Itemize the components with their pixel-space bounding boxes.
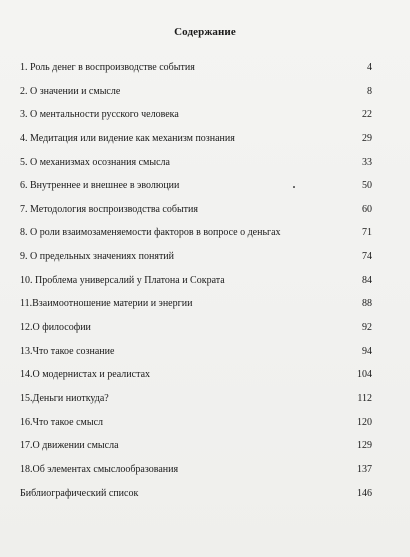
toc-entry bbox=[0, 227, 410, 251]
toc-entry-page: 33 bbox=[362, 156, 372, 168]
toc-entry-page: 74 bbox=[362, 251, 372, 263]
toc-entry-page: 94 bbox=[362, 345, 372, 357]
table-of-contents bbox=[0, 62, 410, 511]
toc-entry bbox=[0, 346, 410, 370]
toc-entry bbox=[0, 322, 410, 346]
toc-entry-page: 120 bbox=[357, 416, 372, 428]
toc-entry-title: 14.О модернистах и реалистах bbox=[20, 369, 151, 381]
paper-speck bbox=[293, 186, 295, 188]
toc-entry bbox=[0, 62, 410, 86]
toc-entry-title: Библиографический список bbox=[20, 487, 139, 499]
toc-entry bbox=[0, 275, 410, 299]
toc-entry bbox=[0, 369, 410, 393]
toc-entry bbox=[0, 133, 410, 157]
toc-entry bbox=[0, 298, 410, 322]
toc-entry-page: 60 bbox=[362, 203, 372, 215]
toc-entry bbox=[0, 488, 410, 512]
toc-entry-page: 129 bbox=[357, 440, 372, 452]
toc-entry-page: 71 bbox=[362, 227, 372, 239]
toc-entry bbox=[0, 464, 410, 488]
toc-entry-page: 137 bbox=[357, 463, 372, 475]
toc-entry-page: 88 bbox=[362, 298, 372, 310]
toc-entry bbox=[0, 109, 410, 133]
toc-entry-title: 8. О роли взаимозаменяемости факторов в вопросе о деньгах bbox=[20, 227, 281, 239]
toc-entry-page: 4 bbox=[367, 62, 372, 73]
toc-entry-title: 5. О механизмах осознания смысла bbox=[20, 156, 170, 168]
toc-entry-title: 17.О движении смысла bbox=[20, 440, 119, 452]
toc-entry-page: 22 bbox=[362, 109, 372, 121]
toc-entry-page: 112 bbox=[357, 392, 372, 404]
toc-entry bbox=[0, 157, 410, 181]
toc-entry bbox=[0, 86, 410, 110]
toc-entry-page: 146 bbox=[357, 487, 372, 499]
toc-entry bbox=[0, 204, 410, 228]
toc-entry-title: 2. О значении и смысле bbox=[20, 85, 121, 97]
toc-entry-page: 92 bbox=[362, 322, 372, 334]
toc-entry-title: 16.Что такое смысл bbox=[20, 416, 103, 428]
toc-entry-title: 12.О философии bbox=[20, 322, 91, 334]
toc-entry-title: 6. Внутреннее и внешнее в эволюции bbox=[20, 180, 180, 192]
toc-entry-page: 104 bbox=[357, 369, 372, 381]
toc-entry-page: 84 bbox=[362, 274, 372, 286]
toc-entry bbox=[0, 180, 410, 204]
toc-entry-page: 50 bbox=[362, 180, 372, 192]
toc-entry-title: 3. О ментальности русского человека bbox=[20, 109, 179, 121]
toc-entry-title: 10. Проблема универсалий у Платона и Сократа bbox=[20, 274, 225, 286]
toc-entry-title: 7. Методология воспроизводства события bbox=[20, 203, 198, 215]
toc-entry-title: 9. О предельных значениях понятий bbox=[20, 251, 175, 263]
toc-entry-title: 15.Деньги ниоткуда? bbox=[20, 392, 109, 404]
toc-entry-title: 18.Об элементах смыслообразования bbox=[20, 463, 179, 475]
page-title: Содержание bbox=[174, 26, 236, 38]
toc-entry bbox=[0, 251, 410, 275]
toc-entry-title: 1. Роль денег в воспроизводстве события bbox=[20, 62, 195, 73]
toc-entry-page: 8 bbox=[367, 85, 372, 97]
toc-entry-title: 13.Что такое сознание bbox=[20, 345, 115, 357]
toc-entry-title: 4. Медитация или видение как механизм познания bbox=[20, 132, 235, 144]
toc-entry bbox=[0, 417, 410, 441]
toc-entry-page: 29 bbox=[362, 132, 372, 144]
toc-entry bbox=[0, 393, 410, 417]
toc-entry-title: 11.Взаимоотношение материи и энергии bbox=[20, 298, 193, 310]
toc-entry bbox=[0, 440, 410, 464]
